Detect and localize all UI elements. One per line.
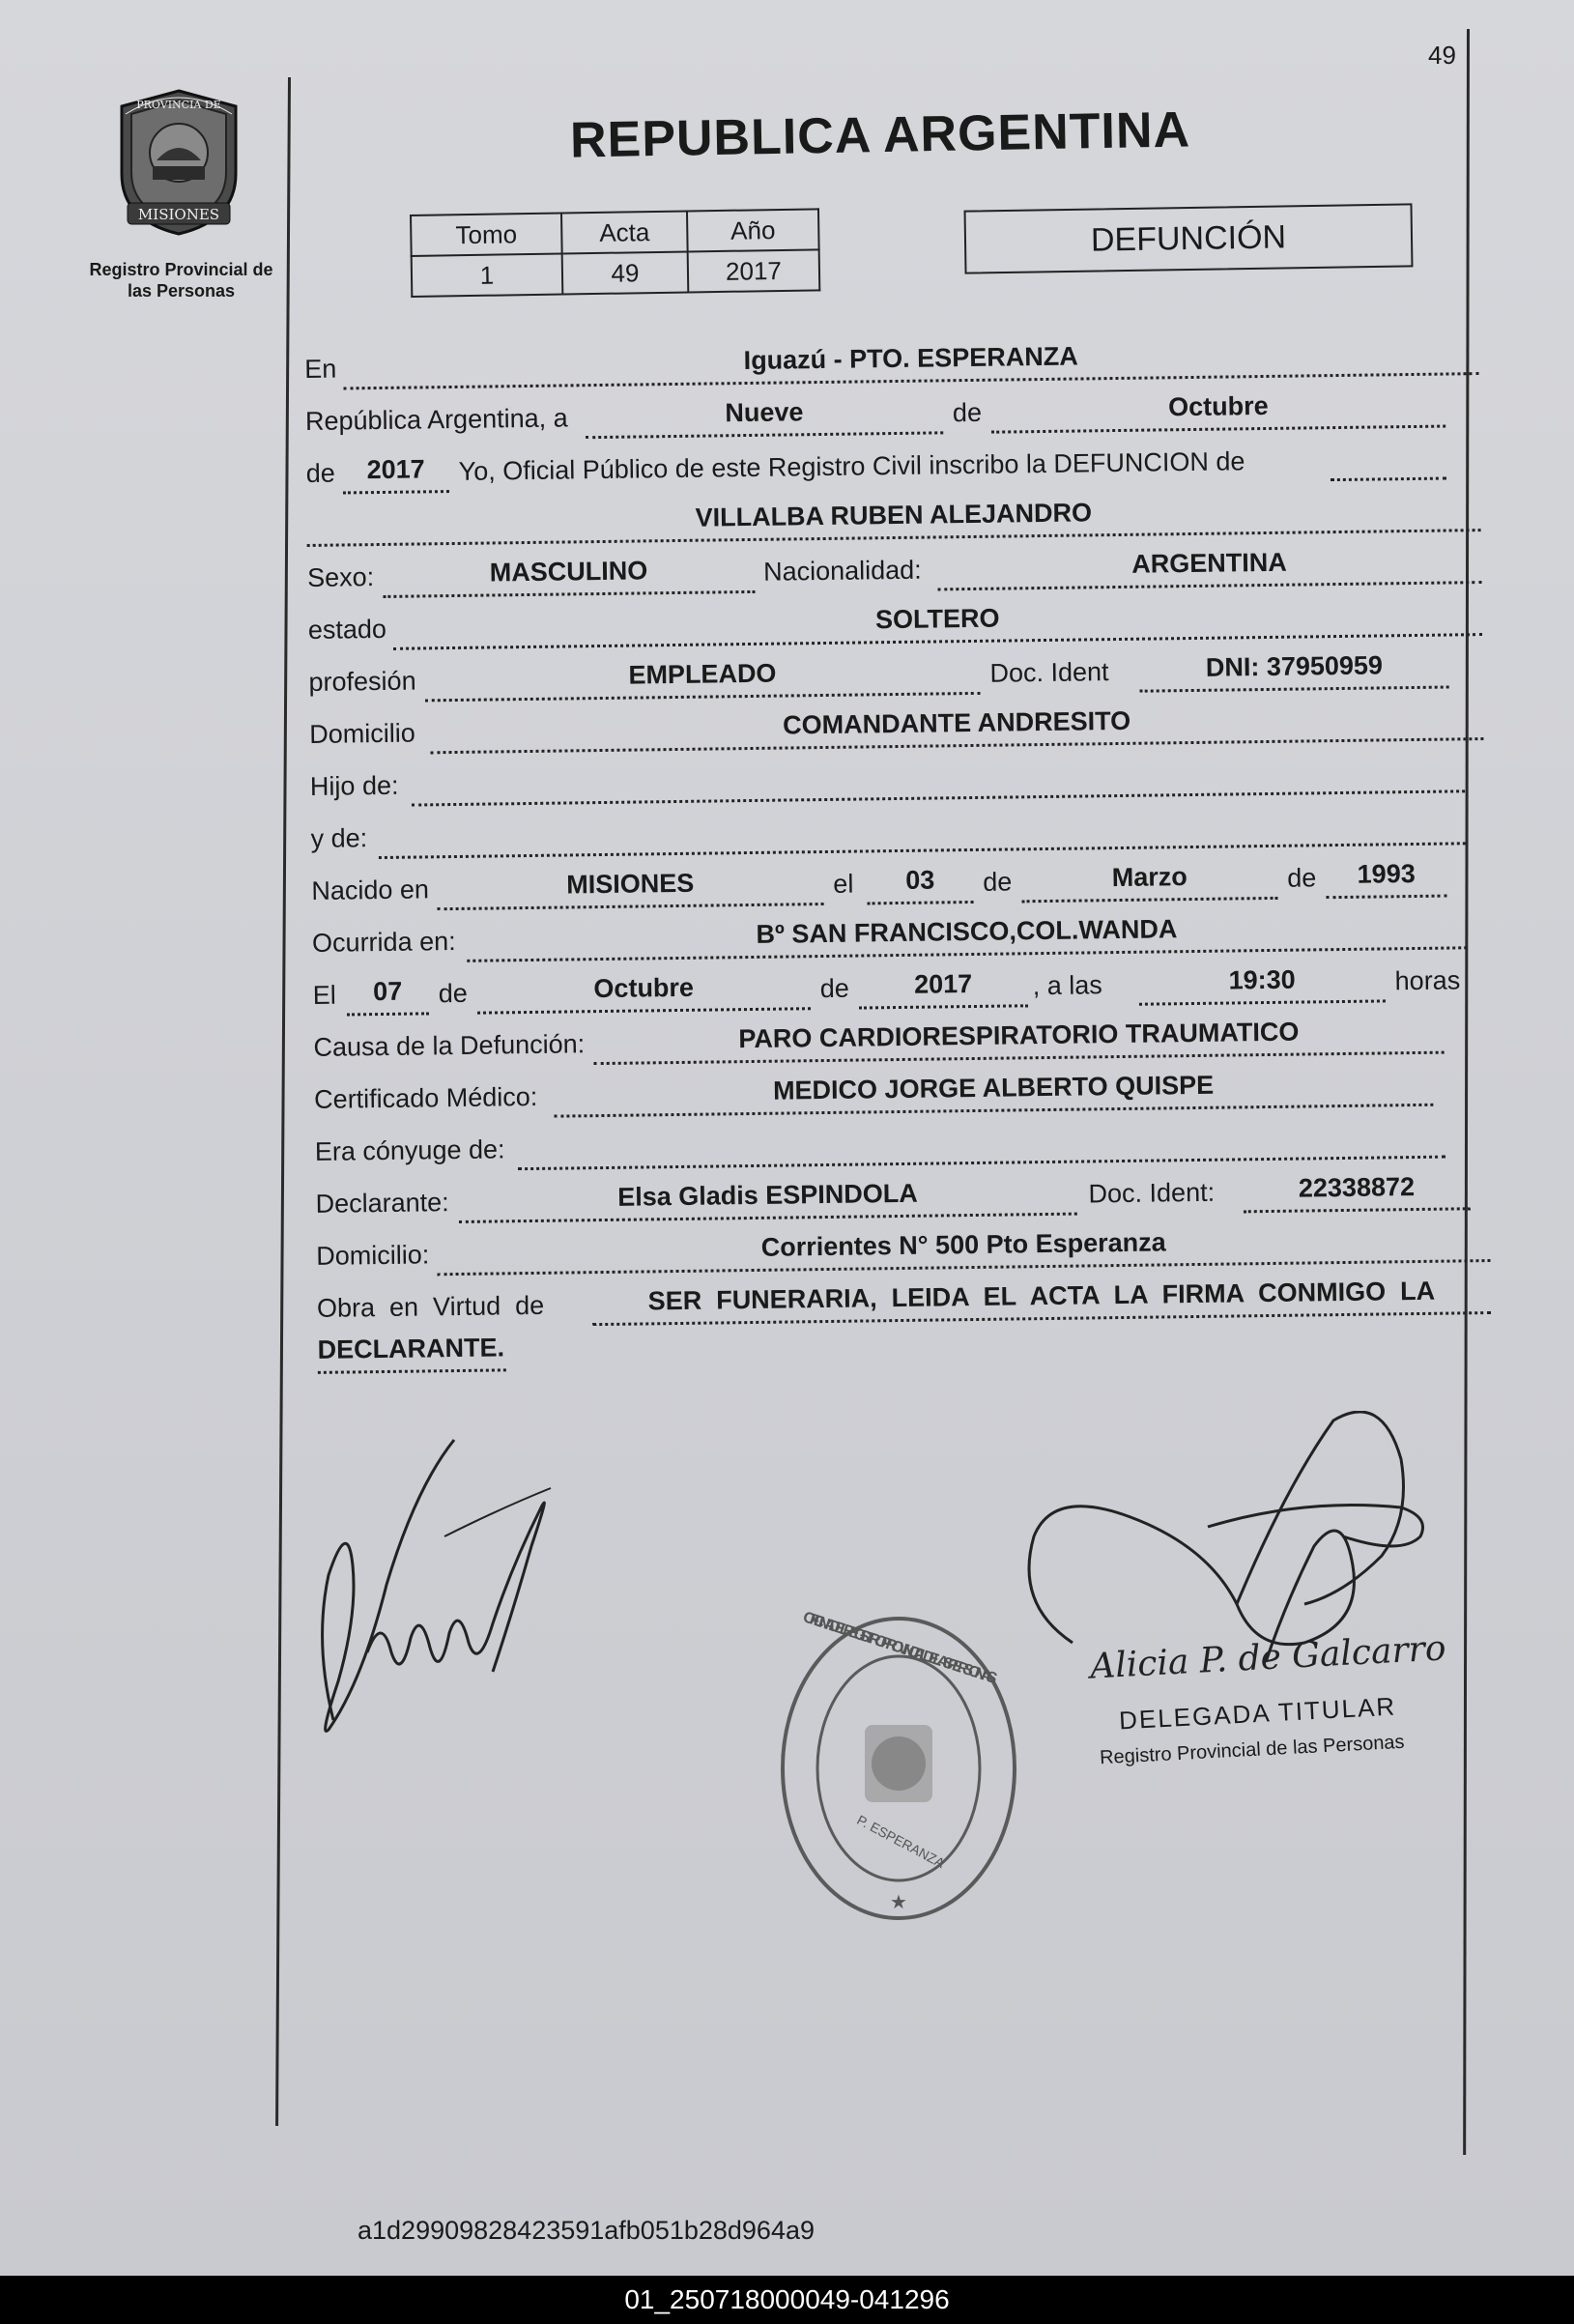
stamp-inner-text: P. ESPERANZA [854,1812,948,1872]
row-causa [313,1011,1487,1069]
nacionalidad-field: ARGENTINA [937,544,1481,590]
doc-field: DNI: 37950959 [1139,649,1449,693]
anio-field: 2017 [342,453,449,494]
mes-field: Octubre [991,388,1445,434]
obra-field-1: SER FUNERARIA, LEIDA EL ACTA LA FIRMA CONMIGO LA [592,1275,1491,1326]
seal-top-text: PROVINCIA DE [136,99,221,111]
en-field: Iguazú - PTO. ESPERANZA [343,335,1478,389]
registry-seal-stamp-icon [773,1609,1024,1928]
fall-dia-field: 07 [347,975,430,1016]
de-label: de [305,458,335,488]
ocurrida-label: Ocurrida en: [311,927,456,958]
en-label: En [304,354,337,384]
doc-decl-label: Doc. Ident: [1088,1177,1216,1209]
signatory-name: Alicia P. de Galcarro [1089,1628,1447,1687]
seal-bottom-text: MISIONES [137,206,220,223]
doc-decl-field: 22338872 [1243,1170,1471,1213]
el-cap-label: El [312,980,336,1010]
row-fecha [305,385,1479,443]
hijo-field [412,753,1465,806]
document-hash: a1d29909828423591afb051b28d964a9 [358,2216,816,2245]
row-oficial [305,437,1479,495]
provincia-de-misiones-seal-icon [108,85,249,240]
nacido-field: MISIONES [437,866,824,910]
death-record-form [304,332,1478,1364]
row-sexo [307,541,1481,599]
profesion-label: profesión [308,666,416,697]
nacido-dia-field: 03 [867,864,974,904]
stamp-star-icon: ★ [890,1892,907,1913]
declarante-label: Declarante: [315,1188,449,1219]
dia-field: Nueve [586,394,944,439]
organization-line-2: las Personas [127,281,236,301]
document-type-box: DEFUNCIÓN [964,203,1414,273]
nacido-label: Nacido en [311,875,430,905]
declarante-field: Elsa Gladis ESPINDOLA [458,1176,1076,1223]
organization-caption [77,259,285,301]
fall-anio-field: 2017 [858,967,1028,1009]
row-en [304,332,1478,390]
de-label: de [983,867,1013,897]
profesion-field: EMPLEADO [424,655,980,703]
row-ocurrida [312,906,1486,964]
page-title: REPUBLICA ARGENTINA [569,101,1191,169]
anio-header: Año [687,209,819,251]
tomo-value: 1 [412,254,563,297]
row-domicilio2 [316,1219,1490,1277]
registry-table [410,208,820,298]
row-yde [310,802,1484,860]
row-estado [308,593,1482,651]
row-hijo [310,750,1484,808]
estado-label: estado [307,614,387,645]
left-margin-line [275,77,291,2126]
obra-label: Obra en Virtud de [316,1290,545,1323]
declarant-signature-icon [309,1430,618,1759]
de-label: de [1287,863,1317,893]
row-fallecimiento [312,959,1486,1017]
hijo-label: Hijo de: [309,770,399,801]
row-nombre [306,489,1480,547]
row-domicilio [309,698,1483,756]
acta-value: 49 [562,251,689,294]
causa-label: Causa de la Defunción: [313,1029,586,1062]
row-conyuge [315,1115,1489,1173]
conyuge-label: Era cónyuge de: [314,1134,505,1166]
row-declarante [315,1167,1489,1225]
domicilio2-label: Domicilio: [316,1240,430,1271]
domicilio2-field: Corrientes N° 500 Pto Esperanza [437,1222,1490,1276]
fall-hora-field: 19:30 [1138,962,1386,1005]
conyuge-field [518,1119,1445,1171]
doc-label: Doc. Ident [989,657,1109,688]
alas-label: , a las [1032,970,1102,1001]
nombre-field: VILLALBA RUBEN ALEJANDRO [306,492,1480,547]
sexo-field: MASCULINO [383,554,756,598]
ocurrida-field: Bº SAN FRANCISCO,COL.WANDA [467,909,1467,962]
de-label: de [819,973,849,1004]
organization-line-1: Registro Provincial de [89,260,273,279]
row-certificado [314,1063,1488,1121]
page-number: 49 [1428,41,1456,70]
obra-field-2: DECLARANTE. [317,1332,506,1374]
de-label: de [438,978,468,1009]
yde-field [378,805,1465,859]
stamp-outer-text: OFICINA DEL REGISTRO PROVINCIAL DE LAS PERSONAS [800,1609,999,1688]
signatory-role: DELEGADA TITULAR [1118,1691,1397,1736]
domicilio-field: COMANDANTE ANDRESITO [430,701,1483,754]
yde-label: y de: [310,823,368,853]
signatory-organization: Registro Provincial de las Personas [1099,1731,1406,1769]
el-label: el [833,869,854,899]
tomo-header: Tomo [411,214,562,256]
certificado-label: Certificado Médico: [313,1081,538,1114]
anio-value: 2017 [688,249,820,292]
row-profesion [308,646,1482,703]
oficial-trailing-field [1330,441,1446,482]
estado-field: SOLTERO [393,596,1482,650]
certificado-field: MEDICO JORGE ALBERTO QUISPE [554,1067,1433,1118]
causa-field: PARO CARDIORESPIRATORIO TRAUMATICO [593,1015,1444,1066]
nacido-mes-field: Marzo [1021,860,1278,903]
republica-label: República Argentina, a [304,403,568,436]
nacionalidad-label: Nacionalidad: [762,555,922,587]
de-label: de [952,397,983,428]
sexo-label: Sexo: [306,562,375,592]
domicilio-label: Domicilio [309,718,415,749]
footer-id-bar: 01_250718000049-041296 [0,2276,1574,2324]
nacido-anio-field: 1993 [1326,858,1447,900]
fall-mes-field: Octubre [477,970,812,1015]
row-nacido [311,854,1485,912]
horas-label: horas [1394,965,1461,996]
oficial-text: Yo, Oficial Público de este Registro Civil inscribo la DEFUNCION de [458,446,1245,486]
acta-header: Acta [561,211,688,253]
